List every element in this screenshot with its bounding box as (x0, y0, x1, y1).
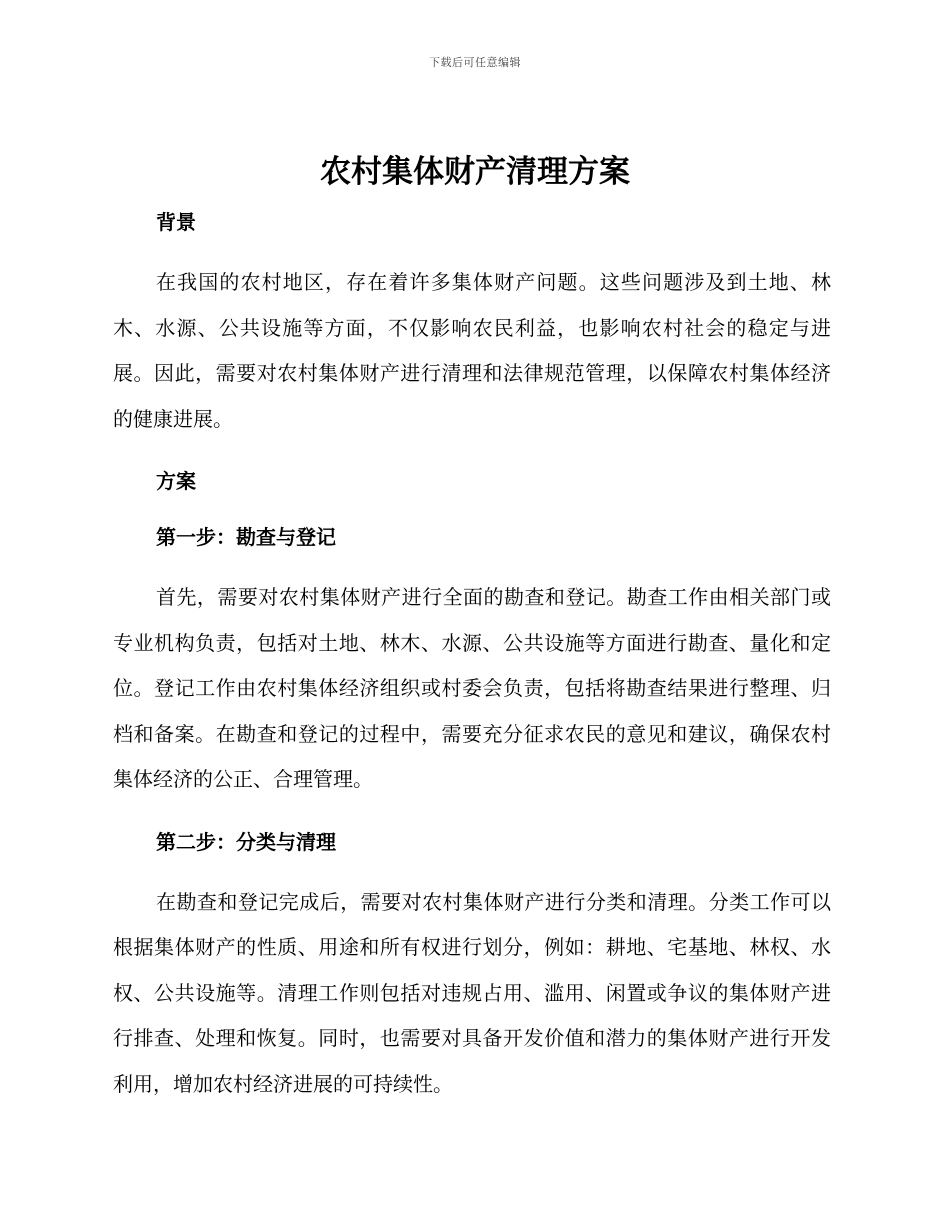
section-heading-plan: 方案 (156, 469, 196, 493)
section-paragraph-step-one: 首先，需要对农村集体财产进行全面的勘查和登记。勘查工作由相关部门或专业机构负责，包括对土地、林木、水源、公共设施等方面进行勘查、量化和定位。登记工作由农村集体经济组织或村委会负责，包括将勘查结果进行整理、归档和备案。在勘查和登记的过程中，需要充分征求农民的意见和建议，确保农村集体经济的公正、合理管理。 (113, 585, 831, 791)
section-paragraph-background: 在我国的农村地区，存在着许多集体财产问题。这些问题涉及到土地、林木、水源、公共设施等方面，不仅影响农民利益，也影响农村社会的稳定与进展。因此，需要对农村集体财产进行清理和法律规范管理，以保障农村集体经济的健康进展。 (113, 270, 831, 431)
header-note: 下载后可任意编辑 (429, 56, 521, 69)
section-heading-background: 背景 (156, 210, 196, 234)
document-body (113, 205, 831, 1107)
section-heading-step-one: 第一步：勘查与登记 (156, 525, 336, 549)
section-heading-step-two: 第二步：分类与清理 (156, 829, 336, 854)
section-paragraph-step-two: 在勘查和登记完成后，需要对农村集体财产进行分类和清理。分类工作可以根据集体财产的性质、用途和所有权进行划分，例如：耕地、宅基地、林权、水权、公共设施等。清理工作则包括对违规占用、滥用、闲置或争议的集体财产进行排查、处理和恢复。同时，也需要对具备开发价值和潜力的集体财产进行开发利用，增加农村经济进展的可持续性。 (113, 889, 831, 1096)
document-title: 农村集体财产清理方案 (320, 154, 630, 190)
